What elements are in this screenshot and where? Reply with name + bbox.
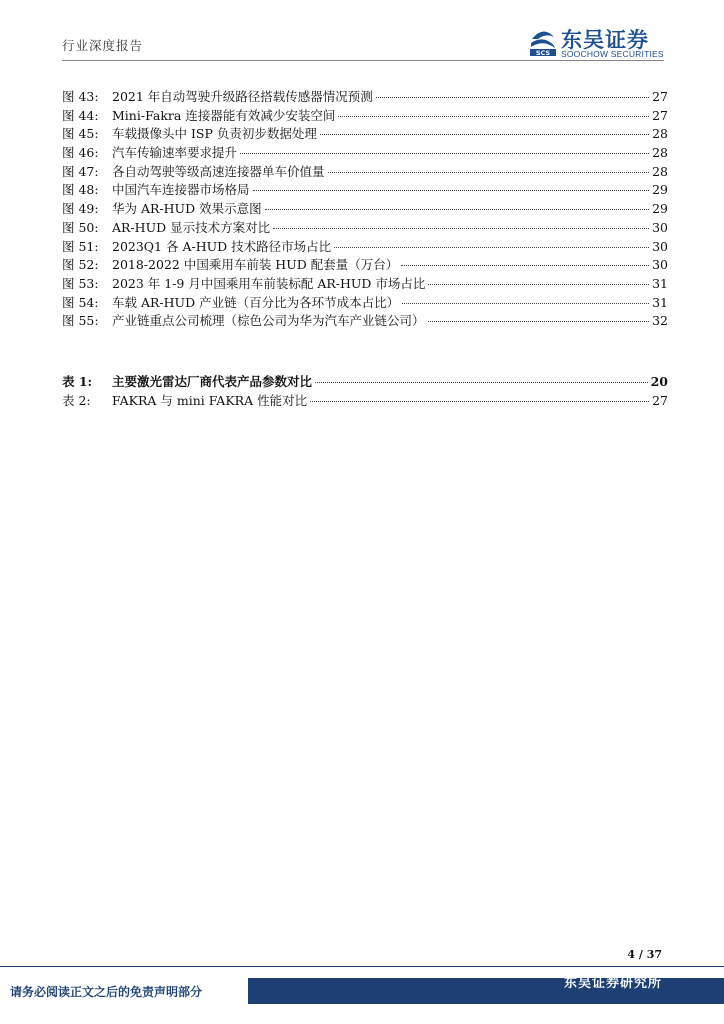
figure-title: 2021 年自动驾驶升级路径搭载传感器情况预测	[112, 89, 373, 104]
report-type-label: 行业深度报告	[62, 38, 144, 53]
figure-page: 31	[652, 275, 668, 291]
figure-label: 图 45:	[62, 126, 99, 142]
figure-title: 车载 AR-HUD 产业链（百分比为各环节成本占比）	[112, 294, 400, 310]
dot-leader	[428, 284, 649, 285]
figure-page: 30	[652, 257, 668, 273]
figure-page: 32	[652, 313, 668, 329]
figure-title: 车载摄像头中 ISP 负责初步数据处理	[112, 126, 317, 142]
figure-page: 30	[652, 238, 668, 254]
figure-page: 31	[652, 294, 668, 310]
dot-leader	[240, 153, 649, 154]
figure-page: 27	[652, 89, 668, 104]
figure-entry-53[interactable]	[62, 274, 668, 293]
figure-entry-49[interactable]	[62, 199, 668, 218]
figure-page: 29	[652, 182, 668, 198]
logo-chinese-name: 东吴证券	[561, 28, 649, 52]
logo-english-name: SOOCHOW SECURITIES	[561, 49, 664, 59]
table-entry-1[interactable]	[62, 372, 668, 391]
figure-entry-51[interactable]	[62, 237, 668, 256]
figure-entry-43[interactable]	[62, 87, 668, 106]
figure-title: 2023Q1 各 A-HUD 技术路径市场占比	[112, 238, 332, 254]
figure-label: 图 47:	[62, 163, 99, 179]
figure-label: 图 43:	[62, 89, 99, 104]
dot-leader	[334, 247, 649, 248]
figure-page: 30	[652, 219, 668, 235]
dot-leader	[338, 116, 649, 117]
figure-page: 28	[652, 145, 668, 161]
footer-divider	[0, 966, 724, 967]
table-label: 表 2:	[62, 392, 91, 408]
figure-entry-44[interactable]	[62, 106, 668, 125]
header-divider	[62, 60, 664, 61]
figure-label: 图 52:	[62, 257, 99, 273]
figure-label: 图 46:	[62, 145, 99, 161]
figure-title: 2018-2022 中国乘用车前装 HUD 配套量（万台）	[112, 257, 399, 273]
figure-page: 28	[652, 163, 668, 179]
figure-label: 图 51:	[62, 238, 99, 254]
dot-leader	[320, 134, 649, 135]
dot-leader	[253, 190, 650, 191]
dot-leader	[315, 382, 648, 383]
dot-leader	[310, 401, 649, 402]
disclaimer-notice[interactable]: 请务必阅读正文之后的免责声明部分	[0, 978, 248, 1004]
figure-title: 华为 AR-HUD 效果示意图	[112, 201, 262, 217]
table-page: 27	[652, 392, 668, 408]
figure-entry-45[interactable]	[62, 124, 668, 143]
figure-entry-47[interactable]	[62, 162, 668, 181]
table-title: 主要激光雷达厂商代表产品参数对比	[112, 374, 313, 389]
figure-entry-50[interactable]	[62, 218, 668, 237]
figure-entry-55[interactable]	[62, 311, 668, 330]
figure-label: 图 54:	[62, 294, 99, 310]
figure-label: 图 48:	[62, 182, 99, 198]
figure-entry-52[interactable]	[62, 255, 668, 274]
dot-leader	[401, 265, 649, 266]
page-number: 4 / 37	[627, 948, 662, 961]
figure-title: 各自动驾驶等级高速连接器单车价值量	[112, 163, 325, 179]
table-title: FAKRA 与 mini FAKRA 性能对比	[112, 392, 308, 408]
figure-title: 中国汽车连接器市场格局	[112, 182, 250, 198]
figure-page: 29	[652, 201, 668, 217]
logo-mark-text: SCS	[535, 49, 551, 57]
institute-name: 东吴证券研究所	[563, 976, 662, 991]
figure-label: 图 53:	[62, 275, 99, 291]
dot-leader	[273, 228, 649, 229]
figure-list	[62, 87, 668, 330]
dot-leader	[328, 172, 650, 173]
figure-page: 28	[652, 126, 668, 142]
figure-label: 图 55:	[62, 313, 99, 329]
figure-title: Mini-Fakra 连接器能有效减少安装空间	[112, 107, 336, 123]
figure-title: 汽车传输速率要求提升	[112, 145, 238, 161]
figure-entry-48[interactable]	[62, 180, 668, 199]
scs-logo-icon	[528, 27, 558, 57]
figure-title: 产业链重点公司梳理（棕色公司为华为汽车产业链公司）	[112, 313, 425, 329]
dot-leader	[265, 209, 650, 210]
dot-leader	[428, 321, 650, 322]
figure-label: 图 44:	[62, 107, 99, 123]
figure-title: AR-HUD 显示技术方案对比	[112, 219, 271, 235]
figure-page: 27	[652, 107, 668, 123]
table-entry-2[interactable]	[62, 391, 668, 410]
table-label: 表 1:	[62, 374, 93, 389]
dot-leader	[376, 97, 649, 98]
table-list	[62, 372, 668, 409]
figure-entry-46[interactable]	[62, 143, 668, 162]
table-page: 20	[650, 374, 668, 389]
figure-label: 图 50:	[62, 219, 99, 235]
dot-leader	[402, 303, 649, 304]
company-logo	[528, 26, 678, 60]
figure-entry-54[interactable]	[62, 293, 668, 312]
figure-title: 2023 年 1-9 月中国乘用车前装标配 AR-HUD 市场占比	[112, 275, 426, 291]
figure-label: 图 49:	[62, 201, 99, 217]
